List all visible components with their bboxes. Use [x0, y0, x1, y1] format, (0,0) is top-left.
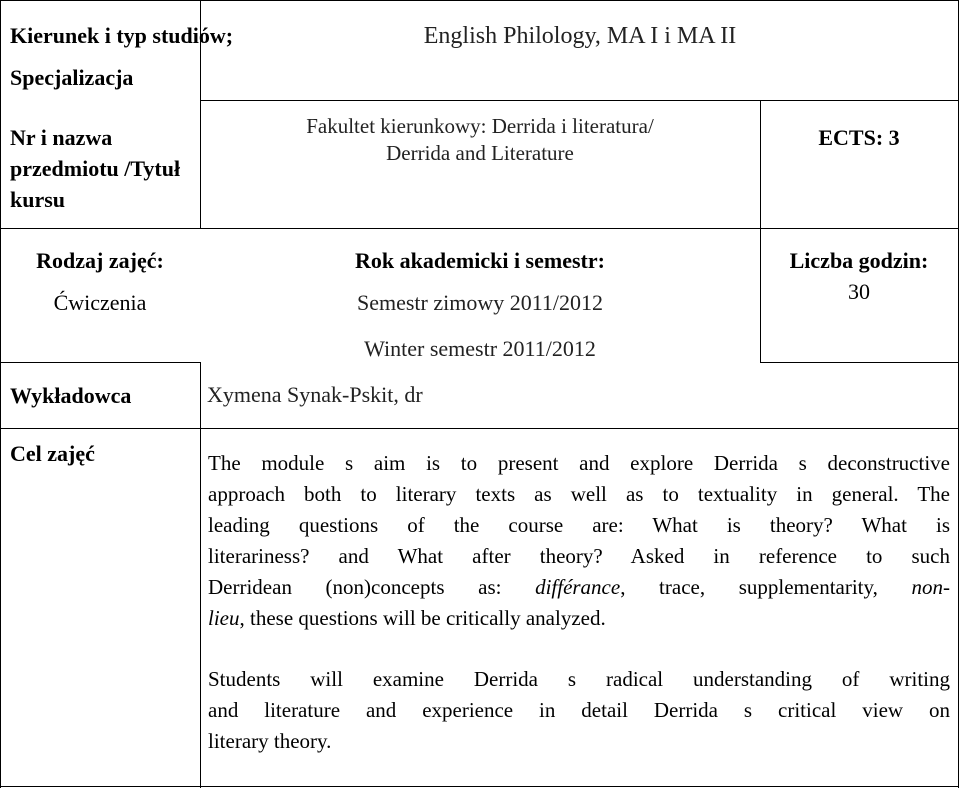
aim-p1-line6 [208, 603, 950, 634]
hours-value: 30 [848, 279, 870, 304]
row-divider-3b [760, 362, 958, 363]
class-type-label: Rodzaj zajęć: [36, 248, 164, 273]
aim-p2-line1: Students will examine Derrida s radical understanding of writing [208, 667, 950, 691]
course-label-line1: Nr i nazwa [10, 125, 113, 150]
aim-paragraph-2 [208, 664, 950, 757]
academic-year-value-en: Winter semestr 2011/2012 [364, 336, 596, 361]
program-label-line2: Specjalizacja [10, 65, 134, 90]
hours-label: Liczba godzin: [789, 248, 929, 273]
aim-p1-line3: leading questions of the course are: What is theory? What is [208, 513, 950, 537]
lecturer-label: Wykładowca [10, 383, 132, 408]
aim-p1-line5b: différance [535, 575, 621, 599]
aim-p2-line3: literary theory. [208, 729, 332, 753]
table-border-right [958, 0, 959, 788]
course-title-line1: Fakultet kierunkowy: Derrida i literatura/ [306, 114, 654, 138]
aim-label: Cel zajęć [10, 441, 95, 466]
aim-p1-line5d: non- [911, 575, 950, 599]
col-divider-1-lower [200, 362, 201, 788]
aim-p1-line6b: , these questions will be critically analyzed. [239, 606, 606, 630]
aim-p2-line2: and literature and experience in detail Derrida s critical view on [208, 698, 950, 722]
row-divider-2 [0, 228, 958, 229]
academic-year-value-pl: Semestr zimowy 2011/2012 [356, 290, 604, 315]
program-value: English Philology, MA I i MA II [423, 23, 737, 49]
course-label-line2: przedmiotu /Tytuł [10, 156, 181, 181]
row-divider-4 [0, 428, 958, 429]
aim-p1-line4: literariness? and What after theory? Asked in reference to such [208, 544, 950, 568]
program-label-line1: Kierunek i typ studiów; [10, 23, 234, 48]
aim-p1-line5c: , trace, supplementarity, [620, 575, 912, 599]
row-divider-3 [0, 362, 200, 363]
course-title-line2: Derrida and Literature [386, 141, 574, 165]
table-border-left [0, 0, 1, 788]
table-border-bottom [0, 786, 958, 787]
col-divider-2 [760, 100, 761, 228]
aim-p1-line5a: Derridean (non)concepts as: [208, 575, 536, 599]
aim-p1-line1: The module s aim is to present and explore Derrida s deconstructive [208, 451, 950, 475]
table-border-top [0, 0, 958, 1]
course-label-line3: kursu [10, 187, 66, 212]
aim-p1-line5 [208, 572, 950, 603]
lecturer-value: Xymena Synak-Pskit, dr [207, 382, 423, 407]
ects-value: ECTS: 3 [818, 125, 900, 150]
class-type-value: Ćwiczenia [53, 290, 147, 315]
row-divider-1 [200, 100, 958, 101]
academic-year-label: Rok akademicki i semestr: [355, 248, 605, 273]
aim-p1-line2: approach both to literary texts as well as to textuality in general. The [208, 482, 950, 506]
aim-paragraph-1 [208, 448, 950, 634]
aim-p1-line6a: lieu [208, 606, 240, 630]
